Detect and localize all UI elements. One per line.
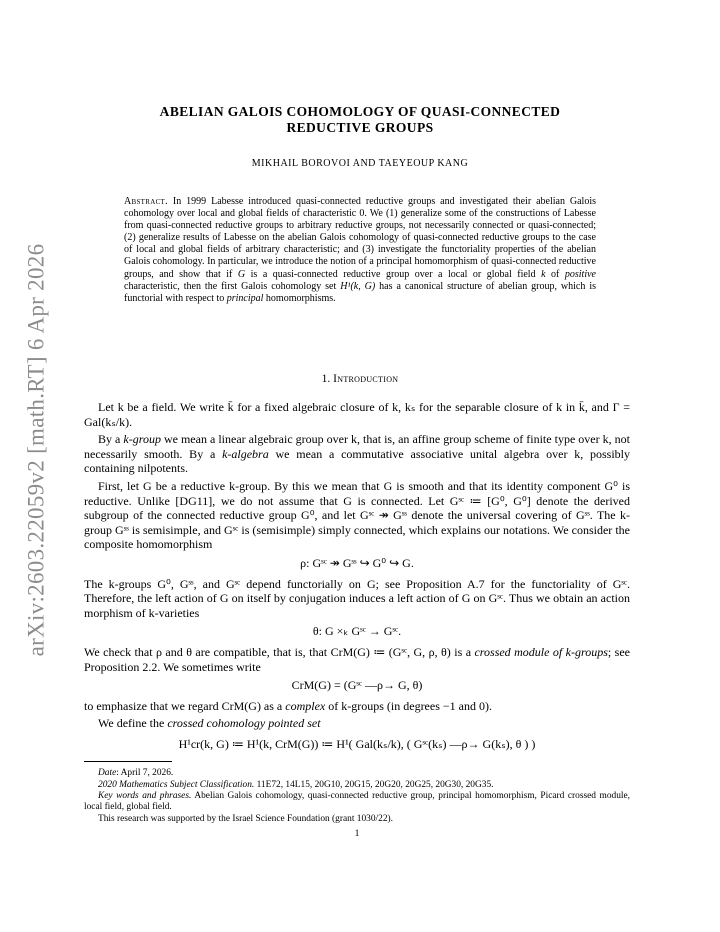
term-k-group: k-group [123,432,161,447]
footnote-msc-value: 11E72, 14L15, 20G10, 20G15, 20G20, 20G25, 20G30, 20G35. [254,779,494,790]
footnote-keywords [84,791,630,814]
title-line-1: ABELIAN GALOIS COHOMOLOGY OF QUASI-CONNECTED [159,104,561,119]
abstract-text-5: has a canonical structure of abelian group, which is functorial with respect to [124,280,596,304]
equation-theta: θ: G ×ₖ Gˢᶜ → Gˢᶜ. [312,624,402,639]
footnotes [84,768,630,824]
abstract-heading: Abstract. [124,196,168,207]
paragraph-5-text-b: ; see Proposition 2.2. We sometimes write [84,644,631,674]
paragraph-7 [84,716,630,731]
equation-crm: CrM(G) = (Gˢᶜ —ρ→ G, θ) [291,678,423,693]
paper-authors: MIKHAIL BOROVOI AND TAEYEOUP KANG [251,158,469,169]
abstract-text-4: characteristic, then the first Galois cohomology set [124,280,341,292]
footnote-date-label: Date [98,768,117,779]
title-line-2: REDUCTIVE GROUPS [286,120,434,135]
paper-title [100,104,620,136]
paragraph-6-text-a: to emphasize that we regard CrM(G) as a [84,698,286,713]
abstract-h1: H¹(k, G) [340,280,376,292]
abstract-principal: principal [226,292,264,304]
page-number: 1 [354,827,360,839]
footnote-date-value: : April 7, 2026. [116,768,174,779]
abstract [124,196,596,305]
footnote-msc-label: 2020 Mathematics Subject Classification. [98,779,255,790]
paragraph-5-text-a: We check that ρ and θ are compatible, that is, that CrM(G) ≔ (Gˢᶜ, G, ρ, θ) is a [84,644,475,659]
abstract-text-2: is a quasi-connected reductive group over a local or global field [245,268,542,280]
paragraph-5 [84,645,630,674]
term-k-algebra: k-algebra [222,446,269,461]
paragraph-2 [84,432,630,476]
footnote-rule [84,761,172,762]
abstract-text-1: In 1999 Labesse introduced quasi-connected reductive groups and investigated their abelian Galois cohomology over local and global fields of characteristic 0. We (1) generalize some of the constructions of Labesse from quasi-connected reductive groups to arbitrary reductive groups, not necessarily connected or quasi-connected; (2) generalize results of Labesse on the abelian Galois cohomology of quasi-connected reductive groups to the case of local and global fields of arbitrary characteristic; and (3) investigate the functoriality properties of the abelian Galois cohomology. In particular, we introduce the notion of a principal homomorphism of quasi-connected reductive groups, and show that if [124,196,597,280]
section-heading [100,373,620,385]
abstract-var-g: G [237,268,246,280]
equation-rho: ρ: Gˢᶜ ↠ Gˢˢ ↪ G⁰ ↪ G. [300,555,414,570]
term-crossed-module: crossed module of k-groups [474,644,608,659]
footnote-date [84,768,630,779]
equation-h1cr: H¹cr(k, G) ≔ H¹(k, CrM(G)) ≔ H¹( Gal(kₛ/k), ( Gˢᶜ(kₛ) —ρ→ G(kₛ), θ ) ) [178,736,536,751]
footnote-keywords-value: Abelian Galois cohomology, quasi-connected reductive group, principal homomorphism, Picard crossed module, local field, global field. [84,791,630,813]
paragraph-6-text-b: of k-groups (in degrees −1 and 0). [325,698,492,713]
paragraph-2-text-c: we mean a commutative associative unital algebra over k, possibly containing nilpotents. [84,446,630,476]
footnote-support: This research was supported by the Israel Science Foundation (grant 1030/22). [98,813,393,824]
section-title: Introduction [333,373,399,385]
paragraph-1: Let k be a field. We write k̄ for a fixed algebraic closure of k, kₛ for the separable closure of k in k̄, and Γ = Gal(kₛ/k). [84,400,630,429]
arxiv-identifier: arXiv:2603.22059v2 [math.RT] 6 Apr 2026 [23,243,48,657]
paragraph-2-text-a: By a [98,432,124,447]
term-crossed-cohomology: crossed cohomology pointed set [167,716,321,731]
paragraph-4: The k-groups G⁰, Gˢˢ, and Gˢᶜ depend functorially on G; see Proposition A.7 for the functoriality of Gˢᶜ. Therefore, the left action of G on itself by conjugation induces a left action of G on Gˢᶜ. Thus we obtain an action morphism of k-varieties [84,576,630,620]
footnote-keywords-label: Key words and phrases. [98,791,192,802]
footnote-msc [84,780,630,791]
paragraph-3: First, let G be a reductive k-group. By this we mean that G is smooth and that its identity component G⁰ is reductive. Unlike [DG11], we do not assume that G is connected. Let Gˢᶜ ≔ [G⁰, G⁰] denote the derived subgroup of the connected reductive group G⁰, and let Gˢᶜ ↠ Gˢˢ denote the universal covering of Gˢˢ. The k-group Gˢˢ is semisimple, and Gˢᶜ is (semisimple) simply connected, which explains our notations. We consider the composite homomorphism [84,478,630,552]
arxiv-sidebar-stamp [20,243,52,657]
abstract-positive: positive [564,268,596,280]
term-complex: complex [285,698,326,713]
paragraph-6 [84,699,630,714]
paragraph-2-text-b: we mean a linear algebraic group over k, that is, an affine group scheme of finite type over k, not necessarily smooth. By a [84,432,631,461]
abstract-text-3: of [545,268,565,280]
abstract-text-6: homomorphisms. [263,292,336,304]
paragraph-7-text-a: We define the [98,716,168,731]
section-number: 1. [321,373,331,385]
main-text [84,400,630,842]
abstract-var-k: k [541,268,546,280]
